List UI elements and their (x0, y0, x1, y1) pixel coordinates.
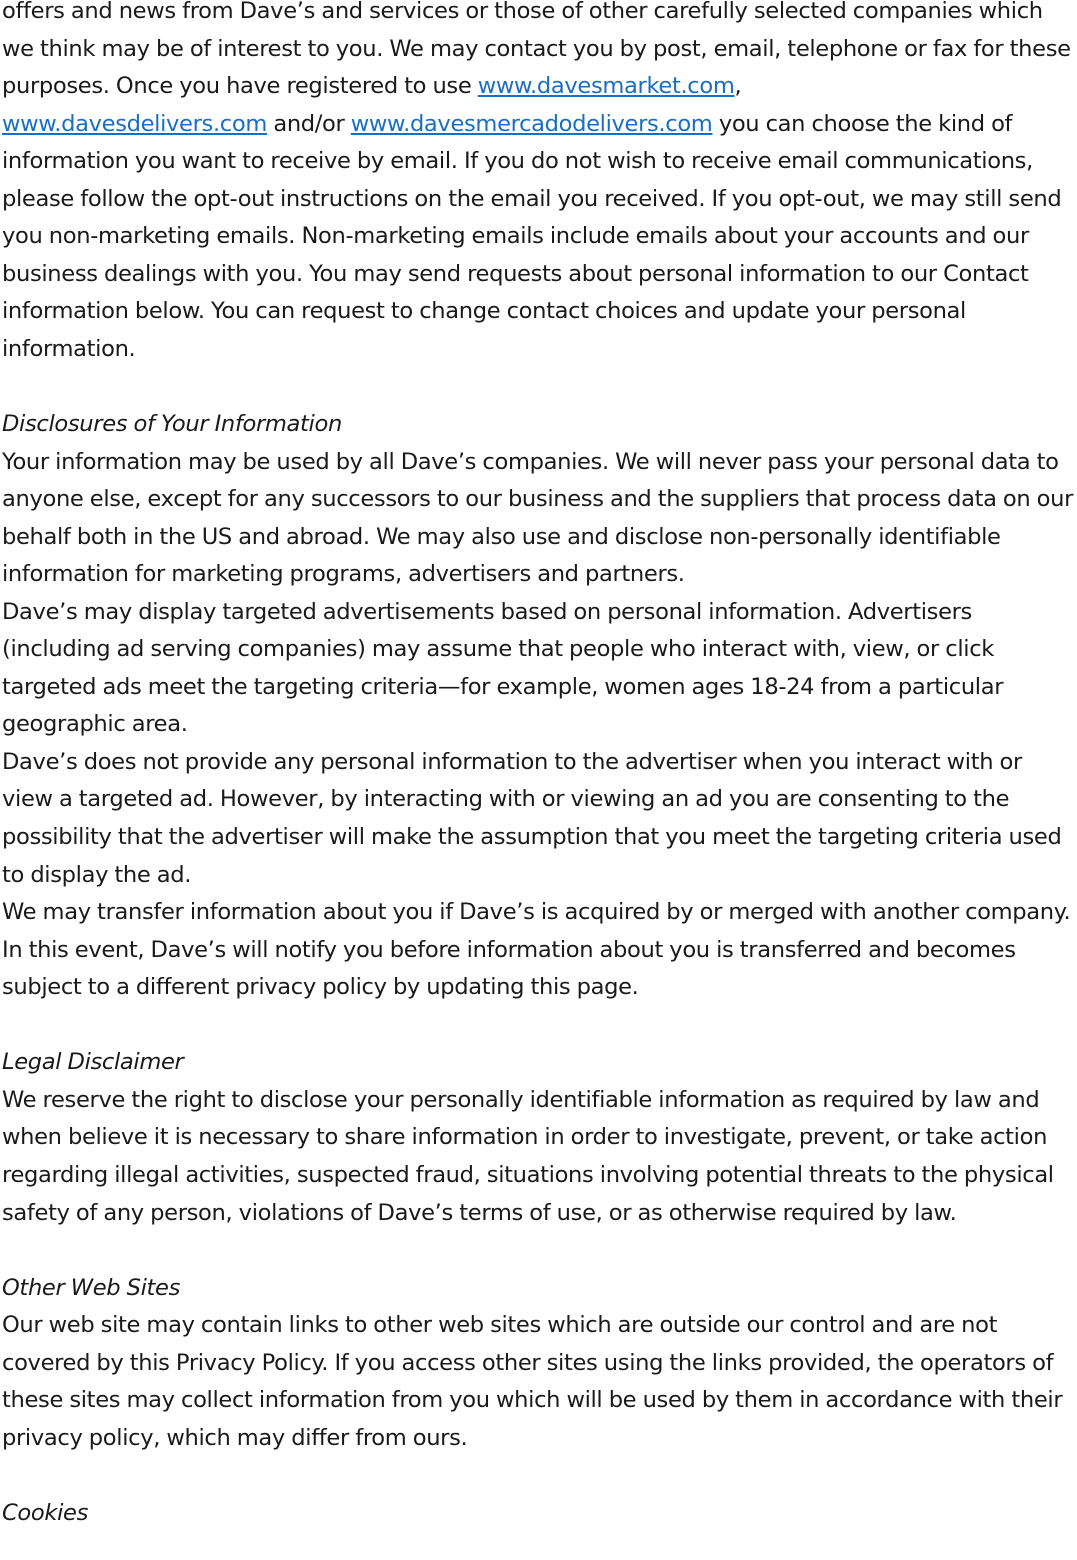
intro-text-part1: offers and news from Dave’s and services or those of other carefully selected companies which we think may be of interest to you. We may contact you by post, email, telephone or fax for these purposes. Once you have registered to use (2, 0, 1071, 100)
section-gap (2, 368, 1077, 406)
intro-and-or: and/or (267, 110, 351, 137)
legal-paragraph-1: We reserve the right to disclose your personally identifiable information as required by law and when believe it is necessary to share information in order to investigate, prevent, or take action regarding illegal activities, suspected fraud, situations involving potential threats to the physical safety of any person, violations of Dave’s terms of use, or as otherwise required by law. (2, 1086, 1054, 1226)
disclosures-paragraph-2: Dave’s may display targeted advertisements based on personal information. Advertisers (including ad serving companies) may assume that people who interact with, view, or click targeted ads meet the targeting criteria—for example, women ages 18-24 from a particular geographic area. (2, 598, 1004, 738)
legal-heading: Legal Disclaimer (2, 1049, 184, 1076)
disclosures-paragraph-4: We may transfer information about you if Dave’s is acquired by or merged with another company. In this event, Dave’s will notify you before information about you is transferred and becomes subject to a different privacy policy by updating this page. (2, 899, 1071, 1001)
policy-document (2, 0, 1077, 1532)
davesdelivers-link[interactable]: www.davesdelivers.com (2, 110, 267, 137)
section-gap (2, 1007, 1077, 1045)
cookies-heading: Cookies (2, 1499, 89, 1526)
disclosures-heading: Disclosures of Your Information (2, 411, 342, 438)
intro-text-part2: you can choose the kind of information you want to receive by email. If you do not wish to receive email communications, please follow the opt-out instructions on the email you received. If you opt-out, we may still send you non-marketing emails. Non-marketing emails include emails about your accounts and our business dealings with you. You may send requests about personal information to our Contact information below. You can request to change contact choices and update your personal information. (2, 110, 1062, 362)
davesmarket-link[interactable]: www.davesmarket.com (477, 73, 735, 100)
other-sites-paragraph-1: Our web site may contain links to other web sites which are outside our control and are not covered by this Privacy Policy. If you access other sites using the links provided, the operators of these sites may collect information from you which will be used by them in accordance with their privacy policy, which may differ from ours. (2, 1312, 1063, 1451)
davesmercadodelivers-link[interactable]: www.davesmercadodelivers.com (350, 110, 713, 137)
section-gap (2, 1232, 1077, 1270)
disclosures-paragraph-3: Dave’s does not provide any personal information to the advertiser when you interact with or view a targeted ad. However, by interacting with or viewing an ad you are consenting to the possibility that the advertiser will make the assumption that you meet the targeting criteria used to display the ad. (2, 748, 1062, 888)
other-sites-heading: Other Web Sites (2, 1274, 180, 1301)
intro-comma: , (734, 73, 742, 100)
section-gap (2, 1457, 1077, 1495)
intro-paragraph (2, 0, 1077, 368)
disclosures-paragraph-1: Your information may be used by all Dave’s companies. We will never pass your personal data to anyone else, except for any successors to our business and the suppliers that process data on our behalf both in the US and abroad. We may also use and disclose non-personally identifiable information for marketing programs, advertisers and partners. (2, 448, 1074, 588)
